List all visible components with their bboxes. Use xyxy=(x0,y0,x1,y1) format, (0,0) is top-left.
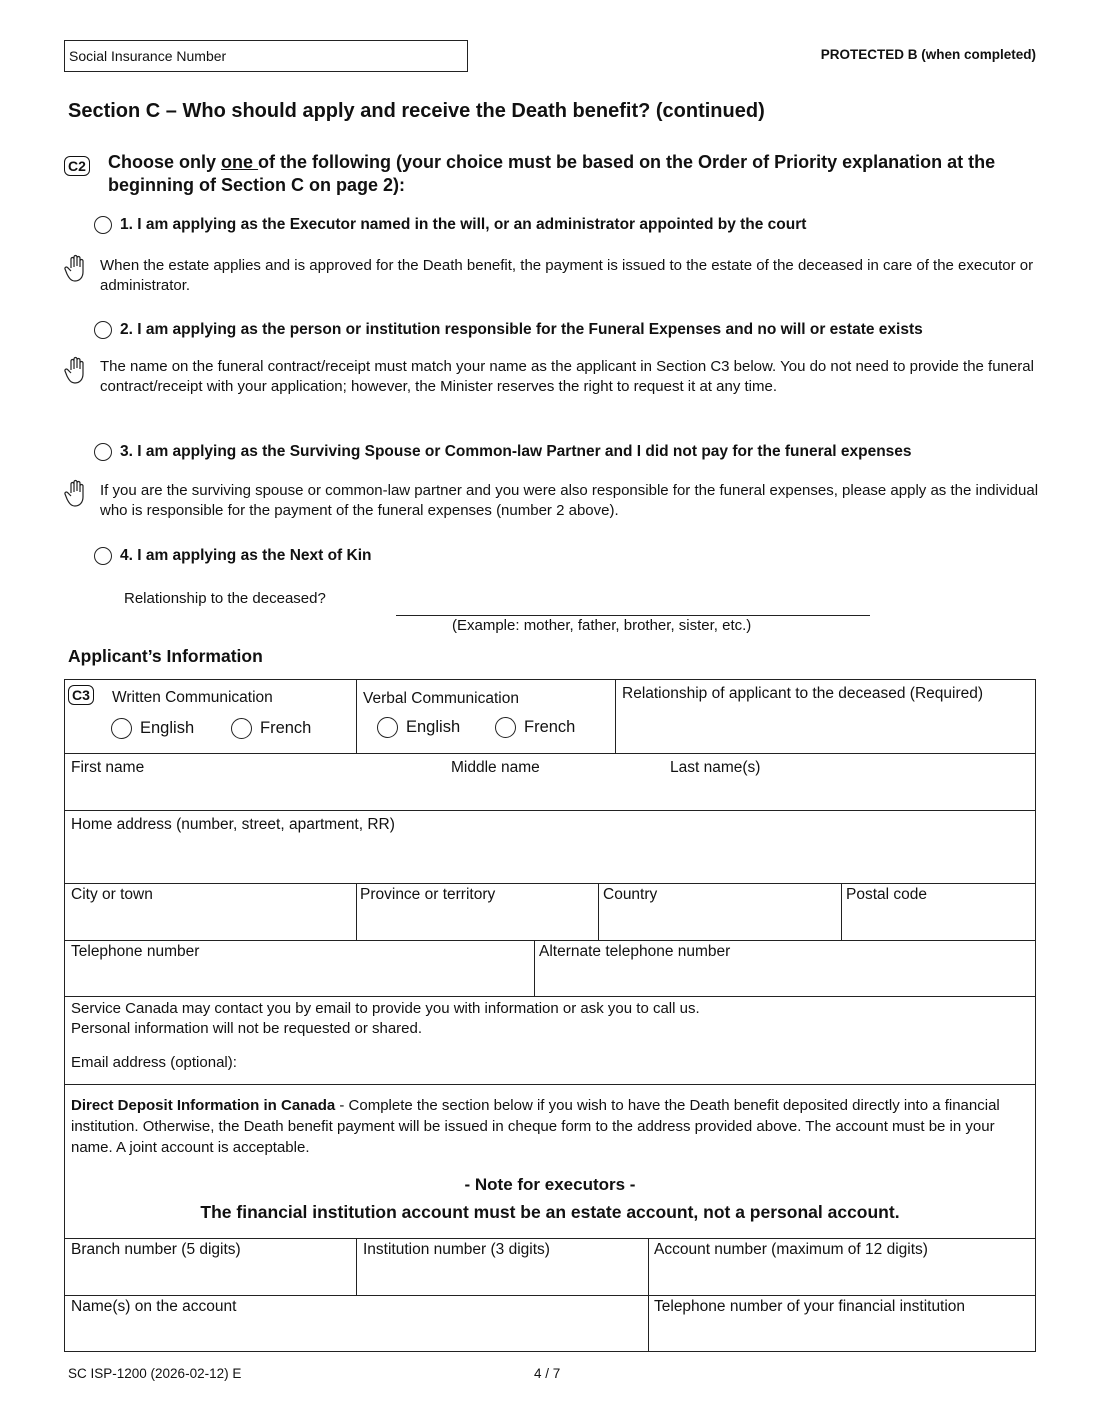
executor-note-text: The financial institution account must be an estate account, not a personal account. xyxy=(200,1202,900,1222)
c2-text-after: of the following (your choice must be based on the Order of Priority explanation at the beginning of Section C on page 2): xyxy=(108,152,996,195)
c2-badge: C2 xyxy=(64,156,90,176)
written-french[interactable] xyxy=(231,718,311,739)
written-english-radio[interactable] xyxy=(111,718,132,739)
verbal-french[interactable] xyxy=(495,717,575,738)
written-comm-label: Written Communication xyxy=(112,689,273,706)
option-2[interactable] xyxy=(94,321,923,339)
branch-number-label[interactable]: Branch number (5 digits) xyxy=(71,1241,241,1258)
protected-notice: PROTECTED B (when completed) xyxy=(820,47,1036,62)
country-label[interactable]: Country xyxy=(603,886,658,903)
executor-note-heading: - Note for executors - xyxy=(464,1175,636,1194)
direct-deposit-info xyxy=(71,1095,1021,1158)
province-label[interactable]: Province or territory xyxy=(360,886,496,903)
alt-telephone-label[interactable]: Alternate telephone number xyxy=(539,943,731,960)
relationship-label: Relationship to the deceased? xyxy=(124,590,326,607)
account-names-label[interactable]: Name(s) on the account xyxy=(71,1298,237,1315)
option-2-radio[interactable] xyxy=(94,321,112,339)
relationship-example: (Example: mother, father, brother, sister, etc.) xyxy=(452,617,752,634)
hand-stop-icon xyxy=(64,254,88,284)
email-info-line-1: Service Canada may contact you by email to provide you with information or ask you to call us. xyxy=(71,1000,700,1017)
email-info-line-2: Personal information will not be requested or shared. xyxy=(71,1020,423,1037)
option-4-radio[interactable] xyxy=(94,547,112,565)
verbal-english[interactable] xyxy=(377,717,460,738)
relationship-required-label[interactable]: Relationship of applicant to the deceased (Required) xyxy=(622,685,984,702)
option-3-note: If you are the surviving spouse or common-law partner and you were also responsible for the funeral expenses, please apply as the individual who is responsible for the payment of the funeral expenses (number 2 above). xyxy=(100,482,1039,519)
account-number-label[interactable]: Account number (maximum of 12 digits) xyxy=(654,1241,928,1258)
direct-deposit-title: Direct Deposit Information in Canada xyxy=(71,1097,336,1114)
option-2-note: The name on the funeral contract/receipt must match your name as the applicant in Section C3 below. You do not need to provide the funeral contract/receipt with your application; however, the Minister reserves the right to request it at any time. xyxy=(100,358,1034,395)
verbal-comm-label: Verbal Communication xyxy=(363,690,519,707)
written-french-radio[interactable] xyxy=(231,718,252,739)
hand-stop-icon xyxy=(64,479,88,509)
c3-badge: C3 xyxy=(68,685,94,705)
direct-deposit-text: - Complete the section below if you wish to have the Death benefit deposited directly into a financial institution. Otherwise, the Death benefit payment will be issued in cheque form to the address provided above. The account must be in your name. A joint account is acceptable. xyxy=(71,1097,1000,1156)
c2-text-underlined: one xyxy=(221,152,259,172)
fi-telephone-label[interactable]: Telephone number of your financial institution xyxy=(654,1298,966,1315)
middle-name-label[interactable]: Middle name xyxy=(451,759,540,776)
applicant-info-heading: Applicant’s Information xyxy=(68,646,263,666)
applicant-form xyxy=(64,679,1036,1352)
first-name-label[interactable]: First name xyxy=(71,759,145,776)
city-label[interactable]: City or town xyxy=(71,886,153,903)
telephone-label[interactable]: Telephone number xyxy=(71,943,200,960)
verbal-english-radio[interactable] xyxy=(377,717,398,738)
sin-field[interactable] xyxy=(64,40,468,72)
page-number: 4 / 7 xyxy=(534,1366,561,1381)
email-label[interactable]: Email address (optional): xyxy=(71,1054,237,1071)
last-name-label[interactable]: Last name(s) xyxy=(670,759,761,776)
option-1-note: When the estate applies and is approved for the Death benefit, the payment is issued to the estate of the deceased in care of the executor or administrator. xyxy=(100,257,1034,294)
option-4[interactable] xyxy=(94,547,372,565)
option-3-radio[interactable] xyxy=(94,443,112,461)
verbal-french-radio[interactable] xyxy=(495,717,516,738)
written-english[interactable] xyxy=(111,718,194,739)
option-1-radio[interactable] xyxy=(94,216,112,234)
form-code: SC ISP-1200 (2026-02-12) E xyxy=(68,1366,242,1381)
written-english-label: English xyxy=(140,719,195,737)
relationship-input[interactable] xyxy=(396,615,870,616)
home-address-label[interactable]: Home address (number, street, apartment, RR) xyxy=(71,816,395,833)
written-french-label: French xyxy=(260,719,312,737)
option-4-label: 4. I am applying as the Next of Kin xyxy=(120,547,372,564)
option-1-label: 1. I am applying as the Executor named in the will, or an administrator appointed by the court xyxy=(120,216,807,233)
verbal-english-label: English xyxy=(406,718,461,736)
postal-code-label[interactable]: Postal code xyxy=(846,886,927,903)
institution-number-label[interactable]: Institution number (3 digits) xyxy=(363,1241,550,1258)
verbal-french-label: French xyxy=(524,718,576,736)
c2-text-before: Choose only xyxy=(108,152,222,172)
hand-stop-icon xyxy=(64,356,88,386)
sin-label: Social Insurance Number xyxy=(69,48,227,64)
option-1[interactable] xyxy=(94,216,806,234)
c2-instructions xyxy=(108,151,1048,197)
option-3-label: 3. I am applying as the Surviving Spouse or Common-law Partner and I did not pay for the funeral expenses xyxy=(120,443,912,460)
section-title: Section C – Who should apply and receive the Death benefit? (continued) xyxy=(68,100,765,122)
option-3[interactable] xyxy=(94,443,912,461)
option-2-label: 2. I am applying as the person or institution responsible for the Funeral Expenses and no will or estate exists xyxy=(120,321,923,338)
